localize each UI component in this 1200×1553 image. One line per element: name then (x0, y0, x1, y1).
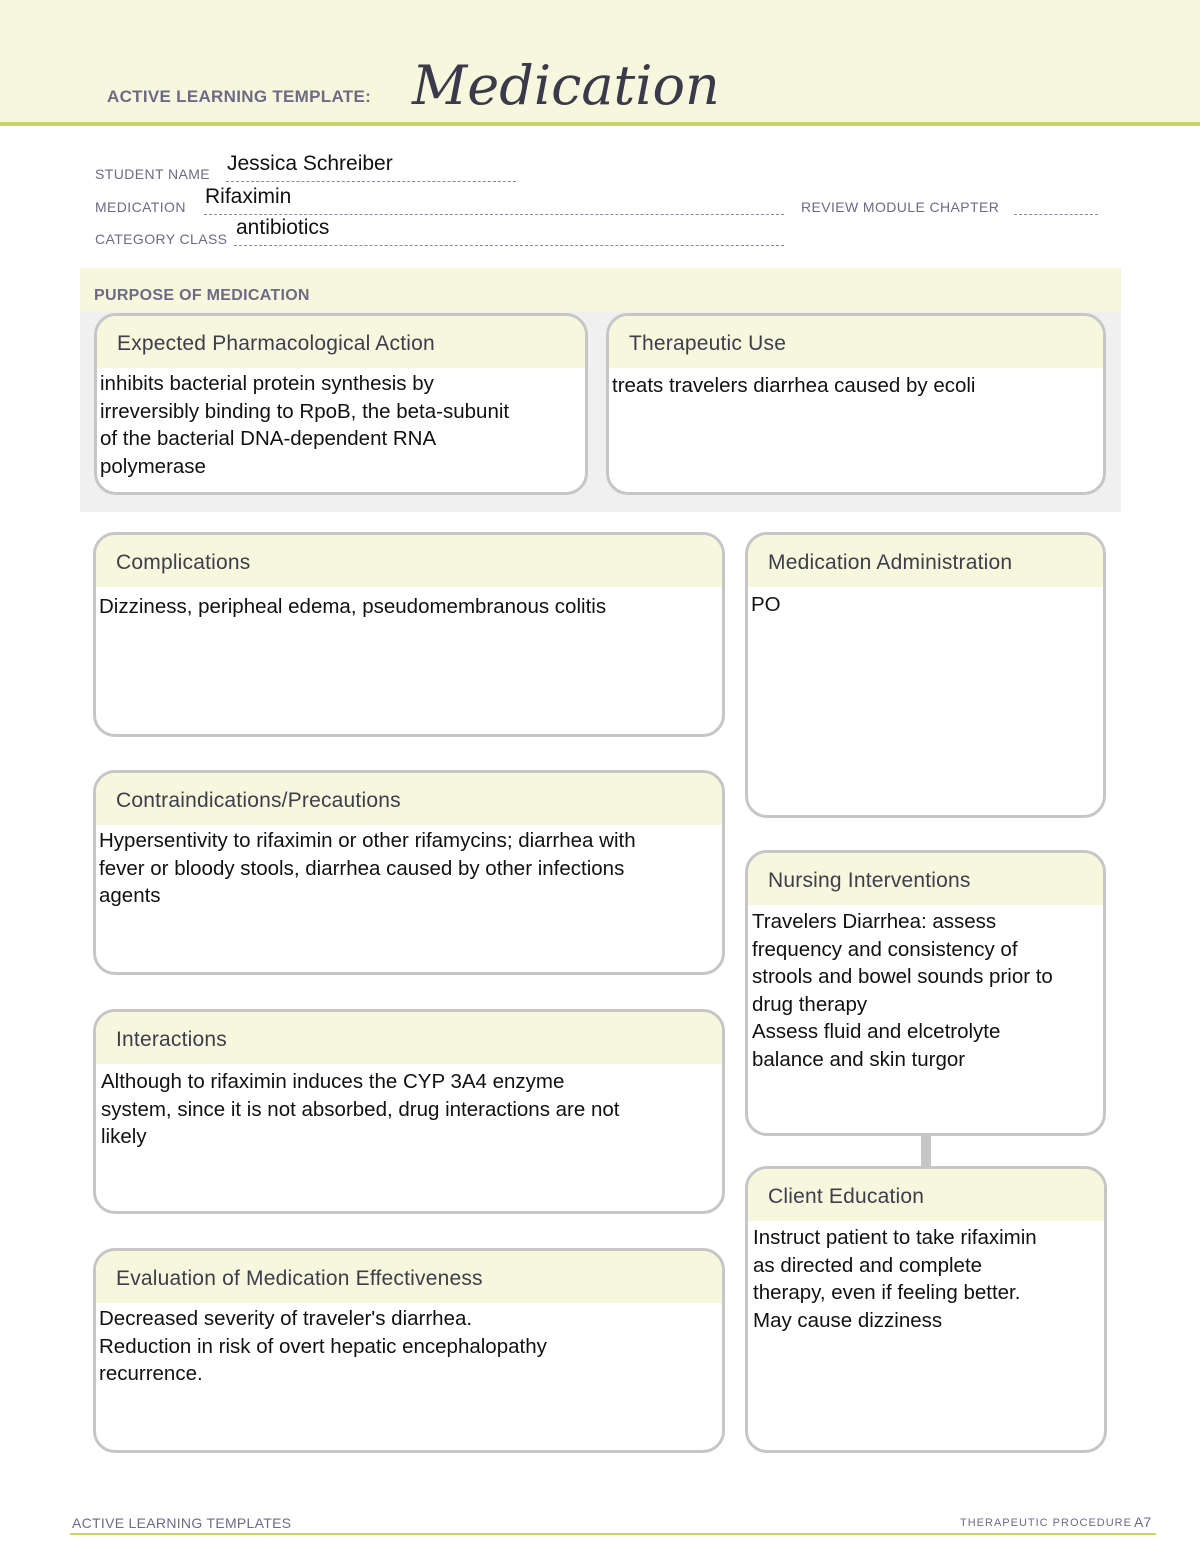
review-module-line (1014, 214, 1098, 215)
template-label: ACTIVE LEARNING TEMPLATE: (107, 87, 372, 106)
interactions-title: Interactions (96, 1012, 722, 1064)
footer-left-label: ACTIVE LEARNING TEMPLATES (72, 1515, 292, 1531)
review-module-label: REVIEW MODULE CHAPTER (801, 199, 1000, 215)
interactions-text[interactable]: Although to rifaximin induces the CYP 3A4 enzyme system, since it is not absorbed, drug interactions are not likely (101, 1070, 620, 1148)
page-number: A7 (1134, 1514, 1152, 1530)
client-education-box (745, 1166, 1107, 1453)
expected-action-text[interactable]: inhibits bacterial protein synthesis by irreversibly binding to RpoB, the beta-subunit of the bacterial DNA-dependent RNA polymerase (100, 372, 510, 478)
page-title: Medication (412, 54, 720, 117)
complications-box (93, 532, 725, 737)
therapeutic-use-box (606, 313, 1106, 495)
nursing-interventions-text[interactable]: Travelers Diarrhea: assess frequency and consistency of strools and bowel sounds prior to drug therapy Assess fluid and elcetrolyte balance and skin turgor (752, 910, 1053, 1071)
therapeutic-use-text[interactable]: treats travelers diarrhea caused by ecoli (612, 374, 976, 397)
complications-title: Complications (96, 535, 722, 587)
nursing-interventions-box (745, 850, 1106, 1136)
purpose-label: PURPOSE OF MEDICATION (94, 287, 310, 304)
medication-label: MEDICATION (95, 199, 186, 215)
contraindications-text[interactable]: Hypersentivity to rifaximin or other rifamycins; diarrhea with fever or bloody stools, diarrhea caused by other infections agents (99, 829, 636, 907)
footer-rule (70, 1533, 1156, 1535)
contraindications-box (93, 770, 725, 975)
contraindications-title: Contraindications/Precautions (96, 773, 722, 825)
complications-text[interactable]: Dizziness, peripheal edema, pseudomembranous colitis (99, 595, 607, 618)
therapeutic-use-title: Therapeutic Use (609, 316, 1103, 368)
client-education-title: Client Education (748, 1169, 1104, 1221)
medication-line (204, 214, 784, 215)
header-rule (0, 122, 1200, 126)
category-class-line (234, 245, 784, 246)
medication-administration-title: Medication Administration (748, 535, 1103, 587)
evaluation-box (93, 1248, 725, 1453)
client-education-text[interactable]: Instruct patient to take rifaximin as directed and complete therapy, even if feeling better. May cause dizziness (753, 1226, 1037, 1332)
student-name-value[interactable]: Jessica Schreiber (227, 152, 393, 175)
footer-right-label: THERAPEUTIC PROCEDURE (960, 1517, 1132, 1529)
interactions-box (93, 1009, 725, 1214)
medication-administration-text[interactable]: PO (751, 593, 781, 616)
box-connector (921, 1136, 931, 1166)
expected-action-box (94, 313, 588, 495)
category-class-label: CATEGORY CLASS (95, 231, 228, 247)
medication-administration-box (745, 532, 1106, 818)
category-class-value[interactable]: antibiotics (236, 216, 330, 239)
nursing-interventions-title: Nursing Interventions (748, 853, 1103, 905)
medication-value[interactable]: Rifaximin (205, 185, 292, 208)
expected-action-title: Expected Pharmacological Action (97, 316, 585, 368)
student-name-label: STUDENT NAME (95, 166, 210, 182)
evaluation-title: Evaluation of Medication Effectiveness (96, 1251, 722, 1303)
evaluation-text[interactable]: Decreased severity of traveler's diarrhea. Reduction in risk of overt hepatic encephalopathy recurrence. (99, 1307, 547, 1385)
student-name-line (226, 181, 516, 182)
